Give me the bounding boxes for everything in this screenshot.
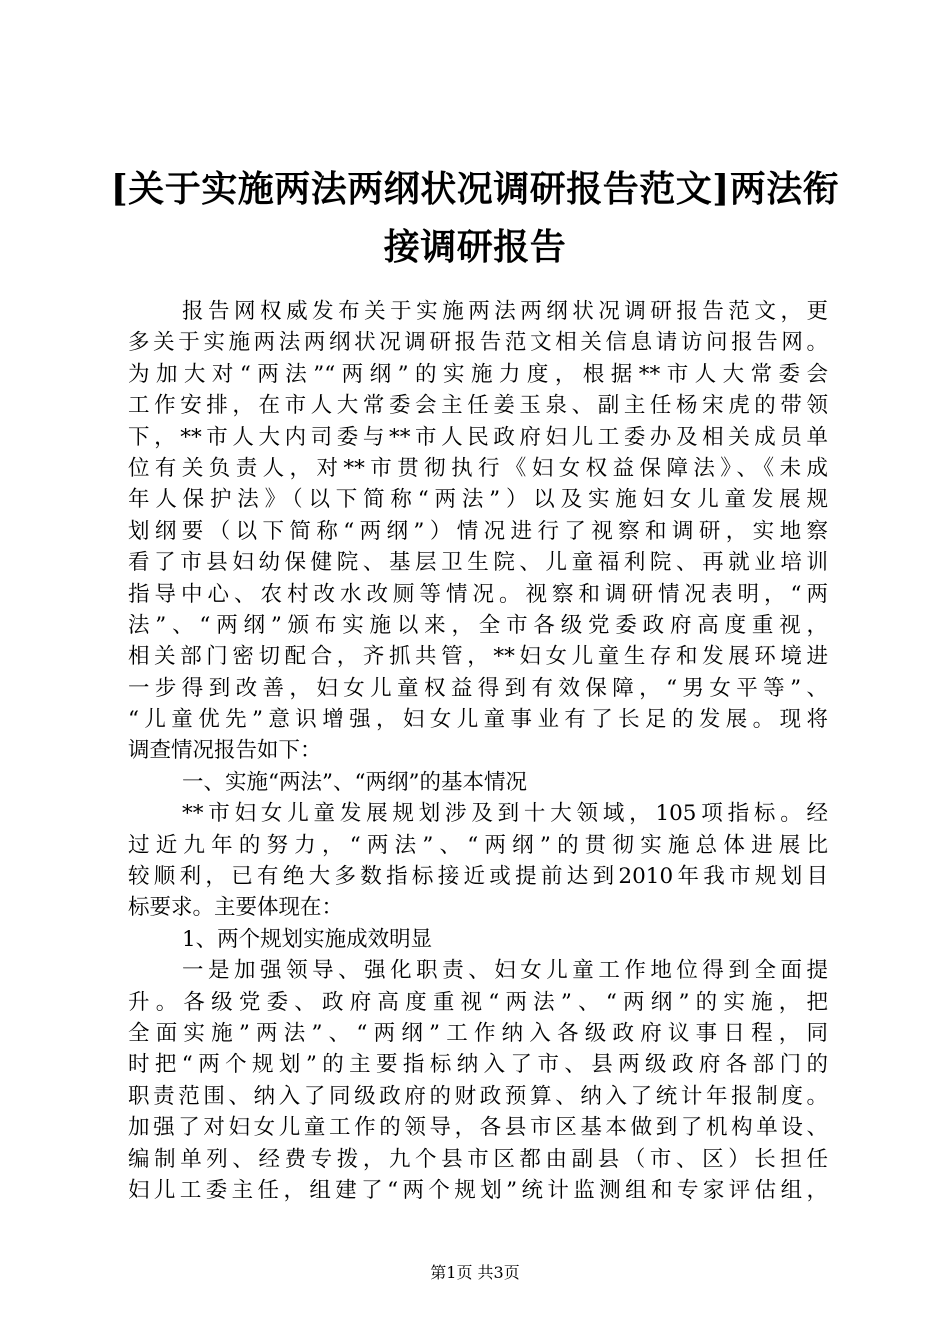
section-heading: 一、实施“两法”、“两纲”的基本情况 — [182, 769, 527, 795]
paragraph-line: 看了市县妇幼保健院、基层卫生院、儿童福利院、再就业培训 — [128, 550, 828, 576]
paragraph-line: 指导中心、农村改水改厕等情况。视察和调研情况表明，“两 — [128, 581, 828, 607]
title-line-1: [关于实施两法两纲状况调研报告范文]两法衔 — [110, 168, 840, 210]
paragraph-line: 编制单列、经费专拨，九个县市区都由副县（市、区）长担任 — [128, 1146, 828, 1172]
paragraph-line: 一是加强领导、强化职责、妇女儿童工作地位得到全面提 — [182, 958, 828, 984]
subsection-heading: 1、两个规划实施成效明显 — [182, 926, 433, 952]
paragraph-line: 相关部门密切配合，齐抓共管，**妇女儿童生存和发展环境进 — [128, 644, 828, 670]
paragraph-line: 下，**市人大内司委与**市人民政府妇儿工委办及相关成员单 — [128, 424, 828, 450]
paragraph-line: 时把“两个规划”的主要指标纳入了市、县两级政府各部门的 — [128, 1052, 828, 1078]
title-line-2: 接调研报告 — [383, 226, 567, 268]
paragraph-line: **市妇女儿童发展规划涉及到十大领域，105项指标。经 — [182, 801, 828, 827]
page-number-footer: 第1页 共3页 — [430, 1263, 520, 1282]
paragraph-line: 为加大对“两法”“两纲”的实施力度，根据**市人大常委会 — [128, 361, 828, 387]
paragraph-line: 位有关负责人，对**市贯彻执行《妇女权益保障法》、《未成 — [128, 455, 828, 481]
paragraph-line: 较顺利，已有绝大多数指标接近或提前达到2010年我市规划目 — [128, 864, 828, 890]
paragraph-line: 工作安排，在市人大常委会主任姜玉泉、副主任杨宋虎的带领 — [128, 393, 828, 419]
document-body — [128, 296, 828, 1206]
paragraph-line: 划纲要（以下简称“两纲”）情况进行了视察和调研，实地察 — [128, 518, 828, 544]
paragraph-line: 升。各级党委、政府高度重视“两法”、“两纲”的实施，把 — [128, 989, 828, 1015]
paragraph-line: 职责范围、纳入了同级政府的财政预算、纳入了统计年报制度。 — [128, 1083, 828, 1109]
paragraph-line: 加强了对妇女儿童工作的领导，各县市区基本做到了机构单设、 — [128, 1115, 828, 1141]
paragraph-line: 过近九年的努力，“两法”、“两纲”的贯彻实施总体进展比 — [128, 832, 828, 858]
paragraph-line: “儿童优先”意识增强，妇女儿童事业有了长足的发展。现将 — [128, 707, 828, 733]
paragraph-line: 多关于实施两法两纲状况调研报告范文相关信息请访问报告网。 — [128, 330, 828, 356]
paragraph-line: 标要求。主要体现在： — [128, 895, 344, 921]
paragraph-line: 报告网权威发布关于实施两法两纲状况调研报告范文，更 — [182, 299, 828, 324]
paragraph-line: 全面实施”两法”、“两纲”工作纳入各级政府议事日程，同 — [128, 1020, 828, 1046]
paragraph-line: 年人保护法》（以下简称“两法”）以及实施妇女儿童发展规 — [128, 487, 828, 513]
paragraph-line: 一步得到改善，妇女儿童权益得到有效保障，“男女平等”、 — [128, 675, 828, 701]
paragraph-line: 妇儿工委主任，组建了“两个规划”统计监测组和专家评估组， — [128, 1177, 828, 1203]
paragraph-line: 法”、“两纲”颁布实施以来，全市各级党委政府高度重视， — [128, 612, 828, 638]
paragraph-line: 调查情况报告如下： — [128, 738, 322, 764]
document-title — [0, 160, 950, 276]
